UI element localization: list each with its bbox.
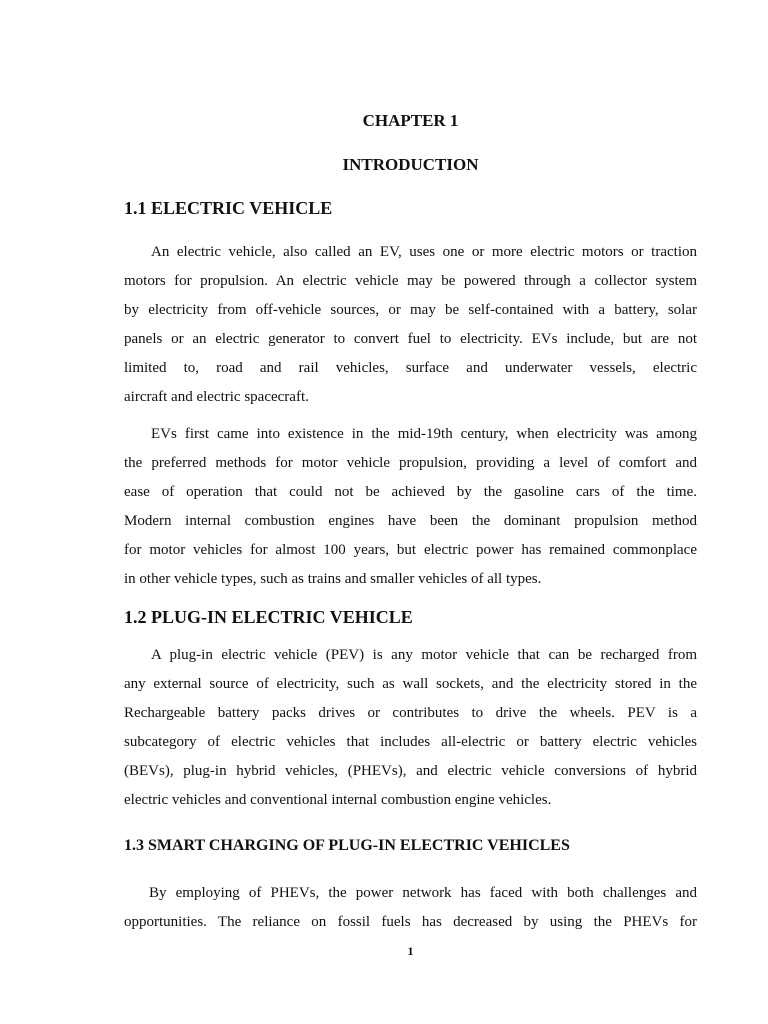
text-line: aircraft and electric spacecraft.: [124, 389, 309, 405]
text-line: the preferred methods for motor vehicle propulsion, providing a level of comfort and: [124, 455, 697, 471]
text-line: An electric vehicle, also called an EV, uses one or more electric motors or traction: [151, 244, 697, 260]
section-heading-1-2: 1.2 PLUG-IN ELECTRIC VEHICLE: [124, 607, 413, 627]
text-line: opportunities. The reliance on fossil fuels has decreased by using the PHEVs for: [124, 914, 697, 930]
text-line: By employing of PHEVs, the power network has faced with both challenges and: [149, 885, 697, 901]
text-line: any external source of electricity, such as wall sockets, and the electricity stored in the: [124, 676, 697, 692]
page-number: 1: [407, 944, 414, 958]
section-heading-1-1: 1.1 ELECTRIC VEHICLE: [124, 198, 333, 218]
text-line: EVs first came into existence in the mid-19th century, when electricity was among: [151, 426, 697, 442]
text-line: for motor vehicles for almost 100 years, but electric power has remained commonplace: [124, 542, 697, 558]
text-line: in other vehicle types, such as trains and smaller vehicles of all types.: [124, 571, 542, 587]
text-line: Modern internal combustion engines have been the dominant propulsion method: [124, 513, 697, 529]
text-line: (BEVs), plug-in hybrid vehicles, (PHEVs), and electric vehicle conversions of hybrid: [124, 763, 697, 779]
text-line: subcategory of electric vehicles that includes all-electric or battery electric vehicles: [124, 734, 697, 750]
text-line: Rechargeable battery packs drives or contributes to drive the wheels. PEV is a: [124, 705, 697, 721]
text-line: panels or an electric generator to convert fuel to electricity. EVs include, but are not: [124, 331, 697, 347]
text-line: limited to, road and rail vehicles, surface and underwater vessels, electric: [124, 360, 697, 376]
text-line: by electricity from off-vehicle sources, or may be self-contained with a battery, solar: [124, 302, 697, 318]
chapter-label: CHAPTER 1: [362, 111, 459, 130]
text-line: electric vehicles and conventional internal combustion engine vehicles.: [124, 792, 552, 808]
text-line: motors for propulsion. An electric vehicle may be powered through a collector system: [124, 273, 697, 289]
text-line: A plug-in electric vehicle (PEV) is any motor vehicle that can be recharged from: [151, 647, 697, 663]
chapter-title: INTRODUCTION: [342, 155, 479, 174]
section-heading-1-3: 1.3 SMART CHARGING OF PLUG-IN ELECTRIC VEHICLES: [124, 837, 570, 854]
text-line: ease of operation that could not be achieved by the gasoline cars of the time.: [124, 484, 697, 500]
